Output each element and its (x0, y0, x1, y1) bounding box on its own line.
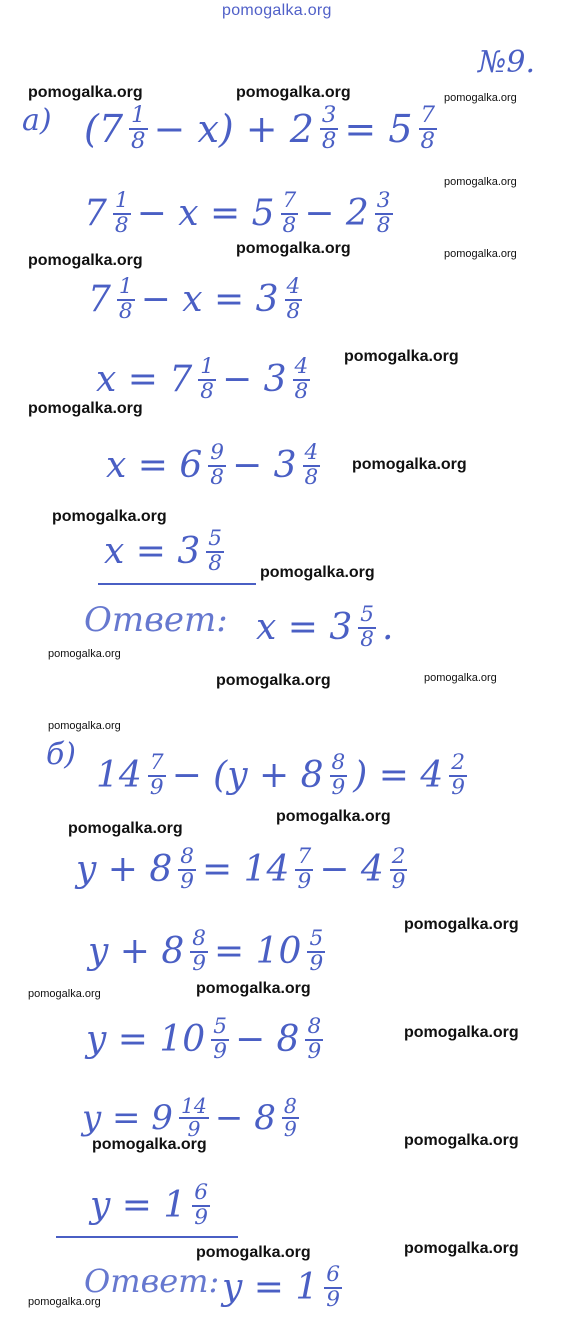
watermark[interactable]: pomogalka.org (216, 672, 331, 689)
fraction (198, 356, 216, 403)
fraction (178, 846, 196, 893)
fraction (307, 928, 325, 975)
watermark[interactable]: pomogalka.org (92, 1136, 207, 1153)
fraction (449, 752, 467, 799)
denominator: 9 (309, 950, 324, 976)
fraction (129, 104, 148, 154)
denominator: 9 (331, 774, 346, 800)
expr-lhs: y = 9 (82, 1098, 173, 1139)
watermark[interactable]: pomogalka.org (260, 564, 375, 581)
denominator: 9 (391, 868, 406, 894)
watermark[interactable]: pomogalka.org (276, 808, 391, 825)
watermark[interactable]: pomogalka.org (28, 252, 143, 269)
part-b-answer (222, 1264, 348, 1311)
denominator: 8 (118, 298, 133, 324)
fraction (293, 356, 311, 403)
fraction (320, 104, 339, 154)
numerator: 1 (118, 274, 133, 299)
denominator: 8 (321, 127, 337, 154)
expr-mid: − (y + 8 (171, 754, 324, 796)
part-a-equation-5 (106, 442, 326, 489)
fraction (295, 846, 313, 893)
part-b-equation-4 (86, 1016, 329, 1063)
numerator: 5 (208, 526, 223, 551)
numerator: 8 (331, 750, 346, 775)
denominator: 8 (360, 626, 375, 652)
expr-mid: − 8 (234, 1018, 300, 1060)
expr-mid: − 3 (232, 444, 297, 486)
part-b-result (90, 1182, 216, 1229)
numerator: 5 (213, 1014, 227, 1039)
denominator: 8 (420, 127, 436, 154)
watermark[interactable]: pomogalka.org (196, 980, 311, 997)
expr-lhs: x = 6 (106, 444, 203, 486)
expr-lhs: x = 3 (104, 530, 201, 572)
watermark-top[interactable]: pomogalka.org (222, 2, 332, 19)
watermark[interactable]: pomogalka.org (404, 1132, 519, 1149)
fraction (117, 276, 135, 323)
fraction (305, 1016, 323, 1063)
denominator: 8 (131, 127, 146, 154)
expr-lhs: y + 8 (76, 848, 173, 890)
watermark[interactable]: pomogalka.org (444, 92, 517, 104)
expr-mid: − 8 (214, 1098, 276, 1139)
expr-lhs: x = 7 (96, 358, 193, 400)
result-underline (56, 1236, 238, 1238)
denominator: 8 (286, 298, 301, 324)
denominator: 9 (297, 868, 312, 894)
numerator: 8 (307, 1014, 322, 1039)
expr-eq: = 5 (344, 106, 413, 151)
fraction (390, 846, 408, 893)
fraction (208, 442, 226, 489)
numerator: 7 (297, 844, 312, 869)
fraction (419, 104, 438, 154)
numerator: 2 (451, 750, 466, 775)
problem-number (478, 45, 536, 80)
expr-open: (7 (84, 106, 124, 151)
fraction (281, 190, 299, 237)
fraction (113, 190, 131, 237)
denominator: 8 (210, 464, 225, 490)
numerator: 2 (391, 844, 406, 869)
expr-mid: − 3 (222, 358, 287, 400)
part-a-label-text: а) (22, 103, 52, 138)
watermark[interactable]: pomogalka.org (236, 240, 351, 257)
expr-eq: ) = 4 (353, 754, 444, 796)
watermark[interactable]: pomogalka.org (68, 820, 183, 837)
watermark[interactable]: pomogalka.org (28, 400, 143, 417)
part-a-equation-4 (96, 356, 316, 403)
numerator: 4 (286, 274, 301, 299)
fraction (190, 928, 208, 975)
denominator: 9 (180, 868, 195, 894)
watermark[interactable]: pomogalka.org (404, 1024, 519, 1041)
numerator: 3 (321, 102, 337, 128)
numerator: 7 (420, 102, 436, 128)
fraction (192, 1182, 210, 1229)
part-b-equation-3 (88, 928, 331, 975)
watermark[interactable]: pomogalka.org (404, 1240, 519, 1257)
fraction (285, 276, 303, 323)
denominator: 8 (114, 212, 129, 238)
watermark[interactable]: pomogalka.org (28, 988, 101, 1000)
expr-lhs: x = 3 (256, 606, 353, 648)
watermark[interactable]: pomogalka.org (444, 248, 517, 260)
numerator: 1 (200, 354, 215, 379)
expr-mid: − x = 3 (140, 278, 279, 320)
numerator: 8 (180, 844, 195, 869)
expr-mid: − x = 5 (136, 192, 275, 234)
fraction (211, 1016, 229, 1063)
fraction (206, 528, 224, 575)
numerator: 3 (376, 188, 391, 213)
denominator: 9 (149, 774, 164, 800)
numerator: 4 (294, 354, 309, 379)
expr-lhs: 7 (84, 192, 107, 234)
part-b-label-text: б) (46, 737, 77, 772)
answer-label: Ответ: (84, 1262, 220, 1300)
expr-lhs: 7 (88, 278, 111, 320)
numerator: 14 (180, 1094, 207, 1118)
fraction (303, 442, 321, 489)
expr-mid: = 10 (214, 930, 302, 972)
watermark[interactable]: pomogalka.org (196, 1244, 311, 1261)
expr-mid: = 14 (202, 848, 290, 890)
part-b-equation-5 (82, 1096, 305, 1141)
denominator: 9 (326, 1286, 341, 1312)
part-a-label (22, 103, 52, 138)
watermark[interactable]: pomogalka.org (48, 648, 121, 660)
expr-mid: − x) + 2 (153, 106, 314, 151)
expr-mid2: − 2 (304, 192, 369, 234)
answer-label: Ответ: (84, 600, 228, 640)
watermark[interactable]: pomogalka.org (444, 176, 517, 188)
denominator: 9 (451, 774, 466, 800)
denominator: 8 (304, 464, 319, 490)
fraction (375, 190, 393, 237)
watermark[interactable]: pomogalka.org (352, 456, 467, 473)
denominator: 9 (213, 1038, 227, 1064)
expr-lhs: y = 1 (90, 1184, 187, 1226)
denominator: 9 (283, 1117, 297, 1142)
watermark[interactable]: pomogalka.org (28, 84, 143, 101)
watermark[interactable]: pomogalka.org (404, 916, 519, 933)
watermark[interactable]: pomogalka.org (48, 720, 121, 732)
fraction (324, 1264, 342, 1311)
denominator: 8 (208, 550, 223, 576)
expr-lhs: y + 8 (88, 930, 185, 972)
result-underline (98, 583, 256, 585)
watermark[interactable]: pomogalka.org (236, 84, 351, 101)
numerator: 7 (149, 750, 164, 775)
expr-tail: . (382, 606, 394, 648)
watermark[interactable]: pomogalka.org (52, 508, 167, 525)
denominator: 8 (376, 212, 391, 238)
expr-lhs: 14 (96, 754, 142, 796)
numerator: 9 (210, 440, 225, 465)
expr-mid2: − 4 (319, 848, 384, 890)
denominator: 9 (187, 1117, 201, 1142)
part-a-answer (256, 604, 393, 651)
part-a-equation-2 (84, 190, 399, 237)
watermark[interactable]: pomogalka.org (28, 1296, 101, 1308)
numerator: 1 (131, 102, 146, 128)
denominator: 9 (307, 1038, 322, 1064)
fraction (148, 752, 166, 799)
part-a-result (104, 528, 230, 575)
fraction (282, 1096, 299, 1141)
numerator: 8 (283, 1094, 297, 1118)
fraction (330, 752, 348, 799)
numerator: 4 (304, 440, 319, 465)
numerator: 5 (309, 926, 324, 951)
numerator: 1 (114, 188, 129, 213)
fraction (358, 604, 376, 651)
problem-number-text: №9. (478, 45, 536, 80)
part-a-equation-3 (88, 276, 308, 323)
numerator: 7 (282, 188, 297, 213)
denominator: 9 (192, 950, 207, 976)
numerator: 5 (360, 602, 375, 627)
watermark[interactable]: pomogalka.org (424, 672, 497, 684)
denominator: 9 (194, 1204, 209, 1230)
numerator: 8 (192, 926, 207, 951)
part-b-label (46, 737, 77, 772)
numerator: 6 (194, 1180, 209, 1205)
denominator: 8 (282, 212, 297, 238)
watermark[interactable]: pomogalka.org (344, 348, 459, 365)
expr-lhs: y = 1 (222, 1266, 319, 1308)
denominator: 8 (200, 378, 215, 404)
part-a-equation-1 (84, 104, 443, 154)
part-b-equation-1 (96, 752, 473, 799)
denominator: 8 (294, 378, 309, 404)
fraction (179, 1096, 209, 1141)
numerator: 6 (326, 1262, 341, 1287)
part-b-equation-2 (76, 846, 413, 893)
expr-lhs: y = 10 (86, 1018, 206, 1060)
